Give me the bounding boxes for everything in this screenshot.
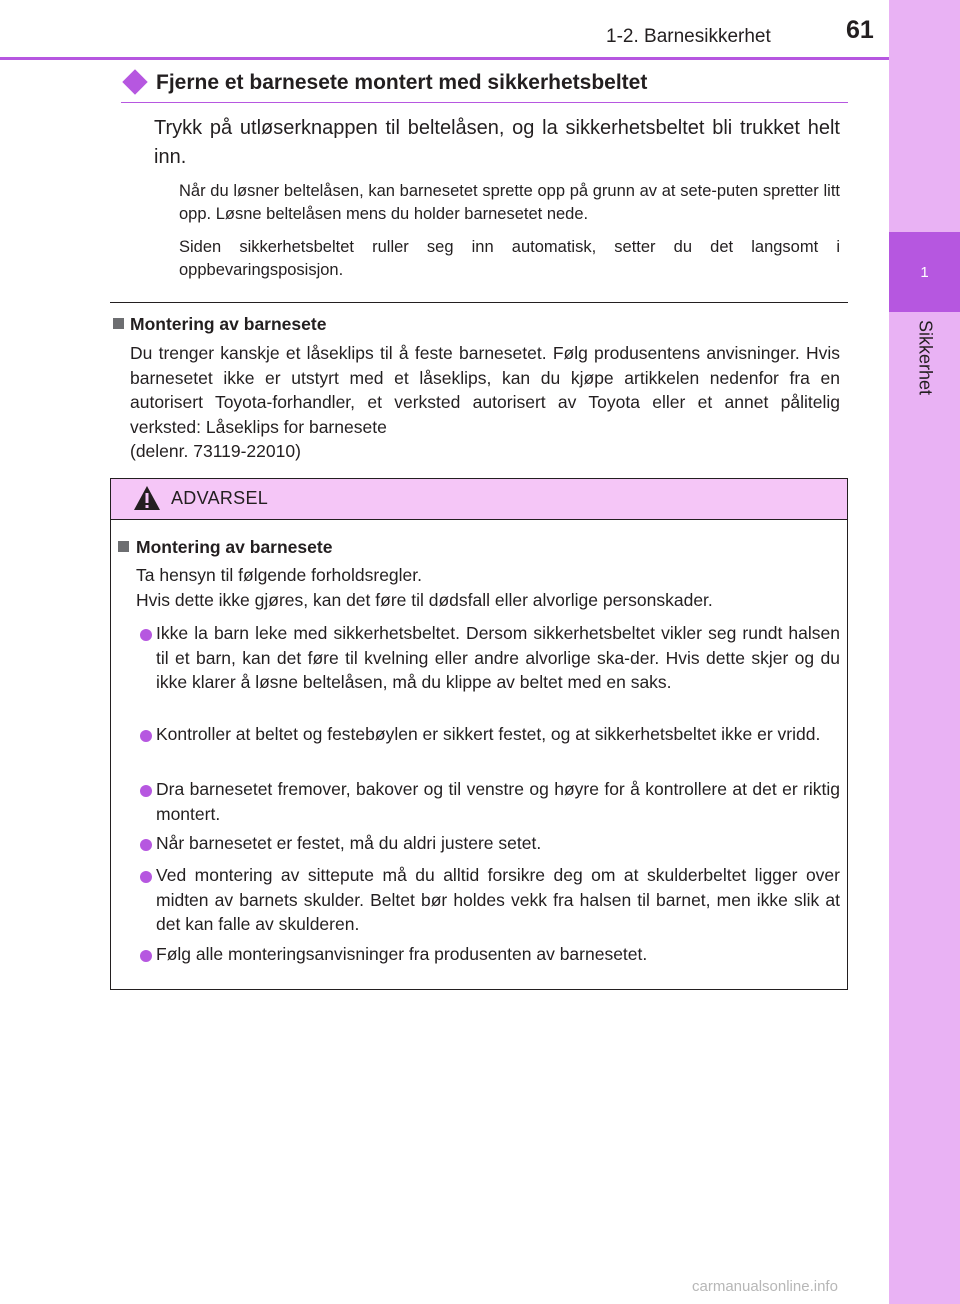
note-item: Siden sikkerhetsbeltet ruller seg inn automatisk, setter du det langsomt i oppbevaringsposisjon. bbox=[179, 238, 840, 279]
chapter-sidebar bbox=[889, 0, 960, 1304]
diamond-bullet-icon bbox=[122, 69, 147, 94]
instruction-text: Trykk på utløserknappen til beltelåsen, og la sikkerhetsbeltet bli trukket helt inn. bbox=[154, 117, 840, 168]
warning-intro-line: Hvis dette ikke gjøres, kan det føre til dødsfall eller alvorlige personskader. bbox=[136, 589, 713, 610]
warning-bullet: Følg alle monteringsanvisninger fra produsenten av barnesetet. bbox=[156, 944, 648, 964]
bullet-dot-icon bbox=[140, 629, 152, 641]
title-divider bbox=[121, 102, 848, 103]
bullet-dot-icon bbox=[140, 950, 152, 962]
warning-intro-line: Ta hensyn til følgende forholdsregler. bbox=[136, 565, 422, 585]
square-bullet-icon bbox=[118, 541, 129, 552]
warning-heading: Montering av barnesete bbox=[136, 537, 333, 557]
section-title: Fjerne et barnesete montert med sikkerhetsbeltet bbox=[156, 71, 648, 94]
mounting-heading: Montering av barnesete bbox=[130, 314, 327, 334]
warning-triangle-icon bbox=[133, 485, 161, 511]
warning-bullet: Ved montering av sittepute må du alltid forsikre deg om at skulderbeltet ligger over midten av barnets skulder. Beltet bør holdes vekk fra halsen til barnet, men ikke slik at det kan falle av skulderen. bbox=[156, 865, 840, 934]
page-number: 61 bbox=[846, 16, 874, 44]
square-bullet-icon bbox=[113, 318, 124, 329]
site-watermark: carmanualsonline.info bbox=[692, 1278, 838, 1295]
bullet-dot-icon bbox=[140, 785, 152, 797]
section-divider bbox=[110, 302, 848, 303]
chapter-number-tab[interactable]: 1 bbox=[889, 232, 960, 312]
note-item: Når du løsner beltelåsen, kan barnesetet sprette opp på grunn av at sete-puten spretter litt opp. Løsne beltelåsen mens du holder barnesetet nede. bbox=[179, 182, 840, 223]
warning-bullet: Ikke la barn leke med sikkerhetsbeltet. Dersom sikkerhetsbeltet vikler seg rundt halsen til et barn, kan det føre til kvelning eller andre alvorlige ska-der. Hvis dette skjer og du ikke klarer å løsne beltelåsen, må du klippe av beltet med en saks. bbox=[156, 623, 840, 692]
header-section-title: 1-2. Barnesikkerhet bbox=[606, 26, 771, 47]
warning-bullet: Når barnesetet er festet, må du aldri justere setet. bbox=[156, 833, 542, 853]
bullet-dot-icon bbox=[140, 871, 152, 883]
warning-bullet: Dra barnesetet fremover, bakover og til venstre og høyre for å kontrollere at det er riktig montert. bbox=[156, 779, 840, 824]
mounting-part-number: (delenr. 73119-22010) bbox=[130, 441, 301, 461]
warning-bullet: Kontroller at beltet og festebøylen er sikkert festet, og at sikkerhetsbeltet ikke er vridd. bbox=[156, 724, 821, 744]
bullet-dot-icon bbox=[140, 730, 152, 742]
header-divider bbox=[0, 57, 889, 60]
warning-intro bbox=[136, 563, 836, 612]
bullet-dot-icon bbox=[140, 839, 152, 851]
warning-box bbox=[110, 478, 848, 990]
warning-header bbox=[111, 479, 847, 520]
warning-title: ADVARSEL bbox=[171, 488, 269, 508]
chapter-label: Sikkerhet bbox=[915, 320, 936, 396]
mounting-text-paragraph: Du trenger kanskje et låseklips til å feste barnesetet. Følg produsentens anvisninger. Hvis barnesetet ikke er utstyrt med et låseklips, kan du kjøpe artikkelen nedenfor fra en autorisert Toyota-forhandler, et verksted autorisert av Toyota eller et annet pålitelig verksted: Låseklips for barnesete bbox=[130, 343, 840, 437]
mounting-text bbox=[130, 341, 840, 464]
